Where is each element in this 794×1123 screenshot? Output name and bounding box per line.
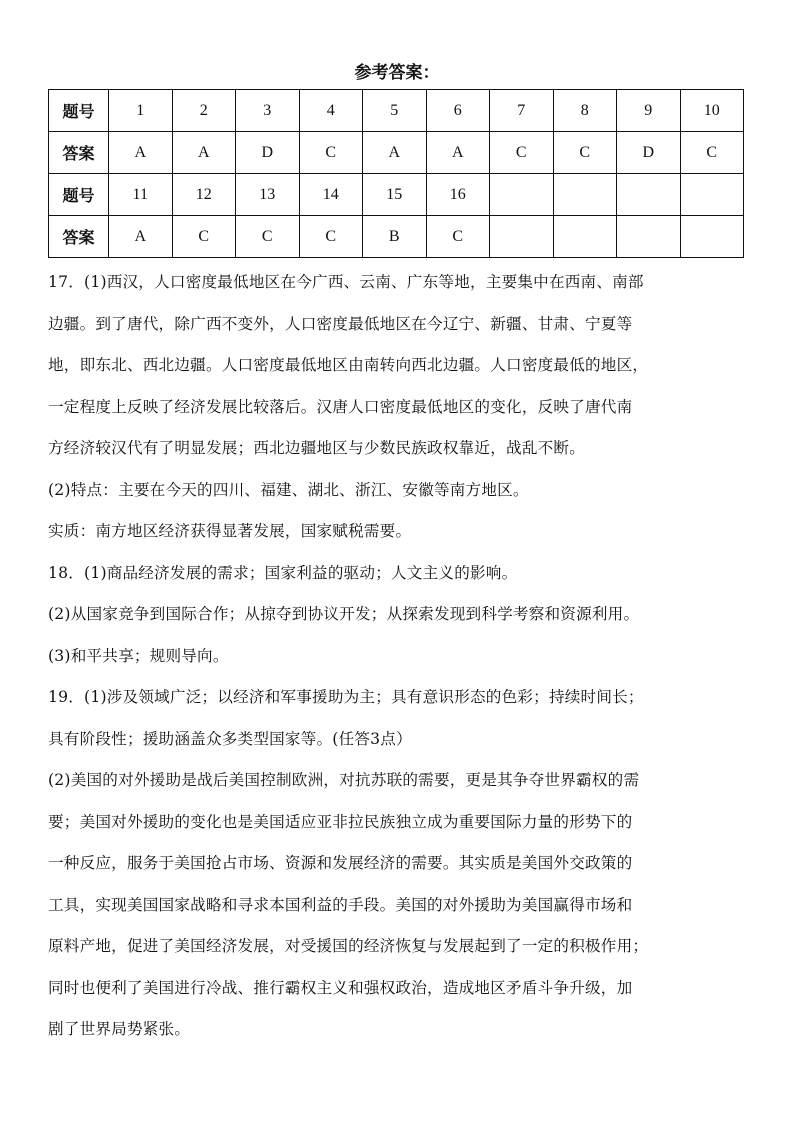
table-cell: 11 — [109, 174, 173, 216]
table-cell: 3 — [236, 90, 300, 132]
table-cell — [490, 174, 554, 216]
table-cell: C — [680, 132, 744, 174]
text-line: 一种反应，服务于美国抢占市场、资源和发展经济的需要。其实质是美国外交政策的 — [48, 854, 633, 872]
table-cell: D — [617, 132, 681, 174]
table-cell: B — [363, 216, 427, 258]
table-cell — [617, 216, 681, 258]
table-cell: C — [299, 216, 363, 258]
table-cell: 14 — [299, 174, 363, 216]
table-cell: D — [236, 132, 300, 174]
table-row — [49, 132, 744, 174]
text-line: 同时也便利了美国进行冷战、推行霸权主义和强权政治，造成地区矛盾斗争升级，加 — [48, 978, 633, 997]
text-line: (2)特点：主要在今天的四川、福建、湖北、浙江、安徽等南方地区。 — [48, 480, 529, 499]
text-line: 实质：南方地区经济获得显著发展，国家赋税需要。 — [48, 522, 412, 540]
table-cell: 7 — [490, 90, 554, 132]
table-cell: A — [426, 132, 490, 174]
text-line: 19．(1)涉及领域广泛；以经济和军事援助为主；具有意识形态的色彩；持续时间长； — [48, 688, 644, 706]
table-cell: 4 — [299, 90, 363, 132]
text-line: 具有阶段性；援助涵盖众多类型国家等。(任答3点） — [48, 729, 412, 748]
row-header: 答案 — [49, 216, 109, 258]
answer-explanations — [48, 262, 748, 1051]
table-cell: C — [236, 216, 300, 258]
table-cell: 16 — [426, 174, 490, 216]
table-cell: 12 — [172, 174, 236, 216]
table-cell: A — [109, 132, 173, 174]
table-cell — [490, 216, 554, 258]
table-cell: A — [109, 216, 173, 258]
text-line: 原料产地，促进了美国经济发展，对受援国的经济恢复与发展起到了一定的积极作用； — [48, 937, 649, 955]
table-row — [49, 90, 744, 132]
table-cell — [680, 174, 744, 216]
page-title: 参考答案： — [354, 63, 440, 83]
text-line: 地，即东北、西北边疆。人口密度最低地区由南转向西北边疆。人口密度最低的地区， — [48, 356, 649, 374]
table-row — [49, 216, 744, 258]
table-cell: 2 — [172, 90, 236, 132]
table-cell — [553, 216, 617, 258]
text-line: (3)和平共享；规则导向。 — [48, 646, 229, 665]
table-cell: 5 — [363, 90, 427, 132]
text-line: 17．(1)西汉，人口密度最低地区在今广西、云南、广东等地，主要集中在西南、南部 — [48, 273, 644, 291]
text-line: 剧了世界局势紧张。 — [48, 1020, 191, 1038]
text-line: (2)从国家竞争到国际合作；从掠夺到协议开发；从探索发现到科学考察和资源利用。 — [48, 605, 640, 623]
text-line: 工具，实现美国国家战略和寻求本国利益的手段。美国的对外援助为美国赢得市场和 — [48, 895, 633, 914]
table-cell — [553, 174, 617, 216]
text-line: 方经济较汉代有了明显发展；西北边疆地区与少数民族政权靠近，战乱不断。 — [48, 439, 585, 457]
table-cell: 13 — [236, 174, 300, 216]
row-header: 题号 — [49, 174, 109, 216]
text-line: 边疆。到了唐代，除广西不变外，人口密度最低地区在今辽宁、新疆、甘肃、宁夏等 — [48, 314, 633, 333]
table-cell: 10 — [680, 90, 744, 132]
text-line: 一定程度上反映了经济发展比较落后。汉唐人口密度最低地区的变化，反映了唐代南 — [48, 397, 633, 416]
table-cell: C — [553, 132, 617, 174]
table-cell: A — [172, 132, 236, 174]
table-cell: C — [299, 132, 363, 174]
table-cell: 9 — [617, 90, 681, 132]
table-cell — [617, 174, 681, 216]
table-cell: 6 — [426, 90, 490, 132]
table-cell: A — [363, 132, 427, 174]
text-line: (2)美国的对外援助是战后美国控制欧洲，对抗苏联的需要，更是其争夺世界霸权的需 — [48, 771, 640, 789]
table-cell: C — [490, 132, 554, 174]
text-line: 要；美国对外援助的变化也是美国适应亚非拉民族独立成为重要国际力量的形势下的 — [48, 812, 633, 831]
text-line: 18．(1)商品经济发展的需求；国家利益的驱动；人文主义的影响。 — [48, 563, 518, 582]
table-row — [49, 174, 744, 216]
table-cell: C — [172, 216, 236, 258]
table-cell: C — [426, 216, 490, 258]
answer-table — [48, 89, 744, 258]
row-header: 答案 — [49, 132, 109, 174]
row-header: 题号 — [49, 90, 109, 132]
table-cell — [680, 216, 744, 258]
table-cell: 1 — [109, 90, 173, 132]
table-cell: 15 — [363, 174, 427, 216]
table-cell: 8 — [553, 90, 617, 132]
